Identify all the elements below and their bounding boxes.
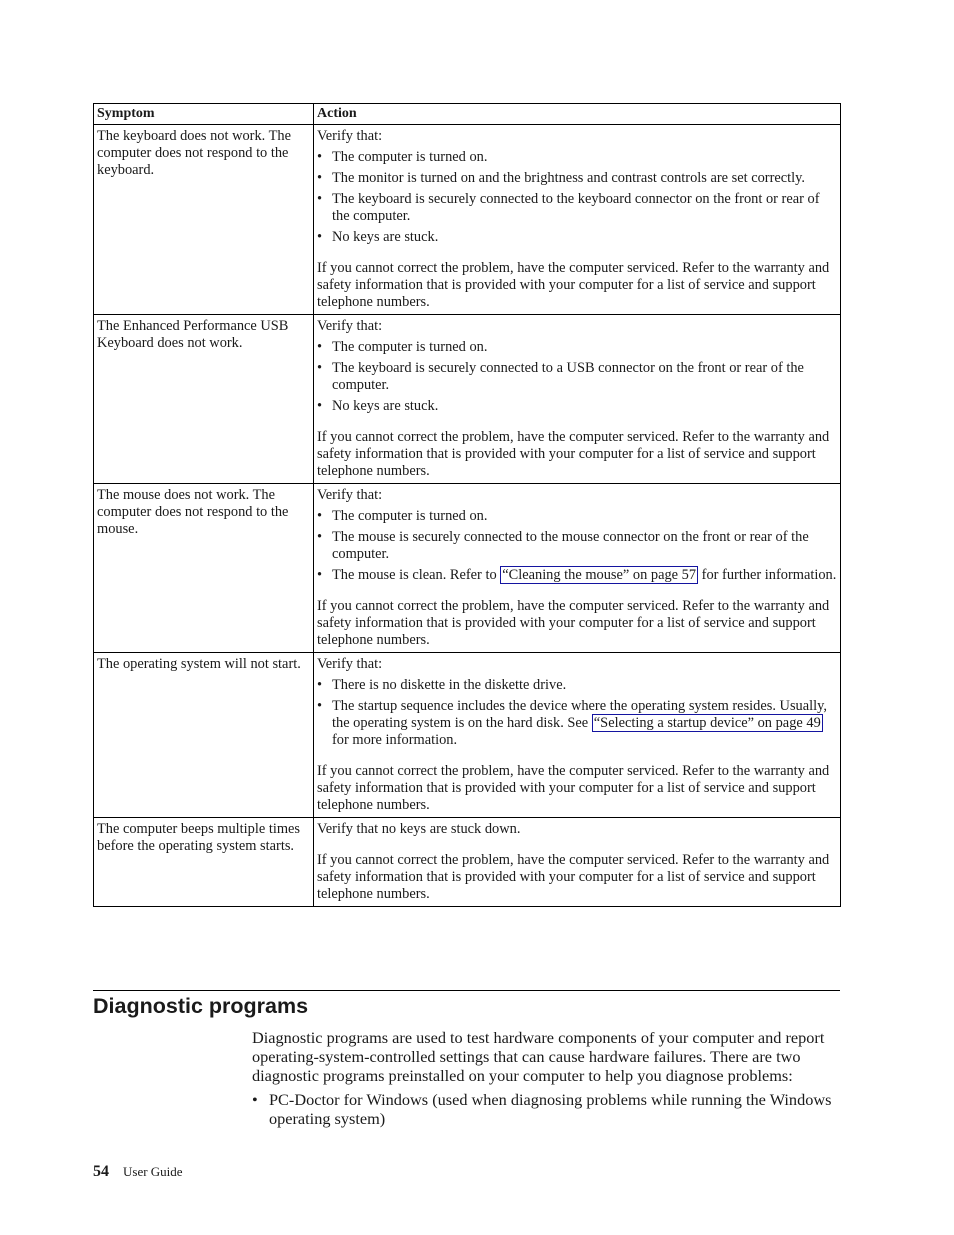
table-row [94,818,841,907]
verify-text: Verify that: [317,487,383,503]
list-item: • No keys are stuck. [317,398,439,414]
bullet: • [317,170,323,186]
bullet: • [252,1090,258,1109]
closing-text: If you cannot correct the problem, have the computer serviced. Refer to the warranty and safety information that is provided with your computer for a list of service and support telephone numbers. [317,429,830,479]
section-divider [93,990,840,991]
action-cell [314,818,841,907]
symptom-cell: The keyboard does not work. The computer does not respond to the keyboard. [94,125,314,315]
list-item: • The monitor is turned on and the brightness and contrast controls are set correctly. [317,170,806,186]
verify-text: Verify that no keys are stuck down. [317,821,521,837]
section-body [252,1028,842,1128]
table-row [94,315,841,484]
bullet: • [317,360,323,376]
symptom-cell: The mouse does not work. The computer does not respond to the mouse. [94,484,314,653]
bullet: • [317,529,323,545]
list-item: • There is no diskette in the diskette drive. [317,677,567,693]
program-list [252,1090,842,1128]
page-footer [93,1162,183,1182]
list-item: • The computer is turned on. [317,149,488,165]
bullet: • [317,149,323,165]
list-item: • No keys are stuck. [317,229,439,245]
bullet: • [317,677,323,693]
verify-text: Verify that: [317,128,383,144]
action-cell [314,315,841,484]
list-item: • The keyboard is securely connected to a USB connector on the front or rear of the computer. [317,360,804,393]
check-list [317,677,838,749]
cleaning-mouse-link[interactable]: “Cleaning the mouse” on page 57 [502,567,697,583]
closing-text: If you cannot correct the problem, have the computer serviced. Refer to the warranty and safety information that is provided with your computer for a list of service and support telephone numbers. [317,763,830,813]
page-number: 54 [93,1163,109,1180]
footer-label: User Guide [123,1164,183,1179]
table-header-row [94,104,841,125]
troubleshooting-table [93,103,841,907]
symptom-cell: The Enhanced Performance USB Keyboard does not work. [94,315,314,484]
bullet: • [317,567,323,583]
list-item: • The computer is turned on. [317,508,488,524]
list-item: • The startup sequence includes the device where the operating system resides. Usually, the operating system is on the hard disk. See “Selecting a startup device” on page 49 for more information. [317,698,827,748]
bullet: • [317,398,323,414]
list-item: • The mouse is securely connected to the mouse connector on the front or rear of the computer. [317,529,809,562]
list-item: • The computer is turned on. [317,339,488,355]
action-cell [314,484,841,653]
intro-paragraph: Diagnostic programs are used to test hardware components of your computer and report operating-system-controlled settings that can cause hardware failures. There are two diagnostic programs preinstalled on your computer to help you diagnose problems: [252,1028,825,1085]
selecting-startup-device-link[interactable]: “Selecting a startup device” on page 49 [593,715,821,731]
table-row [94,653,841,818]
closing-text: If you cannot correct the problem, have the computer serviced. Refer to the warranty and safety information that is provided with your computer for a list of service and support telephone numbers. [317,598,830,648]
bullet: • [317,698,323,714]
verify-text: Verify that: [317,318,383,334]
bullet: • [317,339,323,355]
action-cell [314,653,841,818]
table-row [94,484,841,653]
section-title: Diagnostic programs [93,994,309,1018]
bullet: • [317,229,323,245]
bullet: • [317,191,323,207]
closing-text: If you cannot correct the problem, have the computer serviced. Refer to the warranty and safety information that is provided with your computer for a list of service and support telephone numbers. [317,260,830,310]
closing-text: If you cannot correct the problem, have the computer serviced. Refer to the warranty and safety information that is provided with your computer for a list of service and support telephone numbers. [317,852,830,902]
list-item: • The mouse is clean. Refer to “Cleaning the mouse” on page 57 for further information. [317,567,837,583]
table-row [94,125,841,315]
symptom-header: Symptom [94,104,314,125]
action-header: Action [314,104,841,125]
check-list [317,339,838,415]
list-item: • The keyboard is securely connected to the keyboard connector on the front or rear of the computer. [317,191,820,224]
check-list [317,149,838,246]
check-list [317,508,838,584]
symptom-cell: The computer beeps multiple times before the operating system starts. [94,818,314,907]
symptom-cell: The operating system will not start. [94,653,314,818]
bullet: • [317,508,323,524]
action-cell [314,125,841,315]
verify-text: Verify that: [317,656,383,672]
list-item: • PC-Doctor for Windows (used when diagnosing problems while running the Windows operating system) [252,1090,832,1128]
